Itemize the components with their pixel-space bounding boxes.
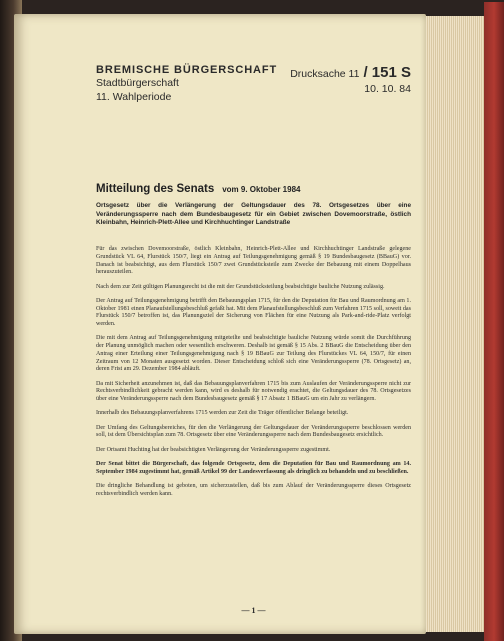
page-stack bbox=[426, 16, 486, 632]
legislative-period: 11. Wahlperiode bbox=[96, 91, 172, 103]
paragraph-5: Da mit Sicherheit anzunehmen ist, daß das Bebauungsplanverfahren 1715 bis zum Auslaufen der Veränderungssperre nicht zur Rechtsverbindlichkeit gebracht werden kann, wird es deshalb für notwendig erachtet, die Geltungsdauer des 78. Ortsgesetzes über eine Veränderungssperre nach dem Bundesbaugesetz gemäß § 17 Absatz 1 BBauG um ein Jahr zu verlängern. bbox=[96, 380, 411, 402]
drucksache-line bbox=[281, 64, 411, 82]
header-right bbox=[281, 64, 411, 95]
page-number: — 1 — bbox=[241, 606, 266, 615]
book-cover bbox=[484, 2, 504, 641]
paragraph-9-request: Der Senat bittet die Bürgerschaft, das folgende Ortsgesetz, dem die Deputation für Bau und Raumordnung am 14. September 1984 zugestimmt hat, gemäß Artikel 99 der Landesverfassung als dringlich zu behandeln und zu beschließen. bbox=[96, 460, 411, 475]
paragraph-7: Der Umfang des Geltungsbereiches, für den die Verlängerung der Geltungsdauer der Veränderungssperre beschlossen werden soll, ist dem Übersichtsplan zum 78. Ortsgesetz über eine Veränderungssperre nach dem Bundesbaugesetz ersichtlich. bbox=[96, 424, 411, 439]
subject-heading: Ortsgesetz über die Verlängerung der Geltungsdauer des 78. Ortsgesetzes über eine Veränderungssperre nach dem Bundesbaugesetz für ein Gebiet zwischen Dovemoorstraße, östlich Kleinbahn, Heinrich-Plett-Allee und Kirchhuchtinger Landstraße bbox=[96, 202, 411, 227]
organization-name: BREMISCHE BÜRGERSCHAFT bbox=[96, 64, 278, 76]
chamber-name: Stadtbürgerschaft bbox=[96, 77, 179, 89]
paragraph-10: Die dringliche Behandlung ist geboten, um sicherzustellen, daß bis zum Ablauf der Veränderungssperre dieses Ortsgesetz rechtsverbindlich werden kann. bbox=[96, 482, 411, 497]
paragraph-2: Nach dem zur Zeit gültigen Planungsrecht ist die mit der Grundstücksteilung beabsichtigte bauliche Nutzung zulässig. bbox=[96, 283, 385, 290]
paragraph-6: Innerhalb des Bebauungsplanverfahrens 1715 werden zur Zeit die Träger öffentlicher Belange beteiligt. bbox=[96, 410, 349, 417]
paragraph-1: Für das zwischen Dovemoorstraße, östlich Kleinbahn, Heinrich-Plett-Allee und Kirchhuchtinger Landstraße gelegene Grundstück VL 64, Flurstück 150/7, liegt ein Antrag auf Teilungsgenehmigung gemäß § 19 Bundesbaugesetz (BBauG) vor. Danach ist beabsichtigt, aus dem Flurstück 150/7 zwei Grundstücksteile zum Zwecke der Bebauung mit einem Doppelhaus herauszuteilen. bbox=[96, 246, 411, 276]
title-date: vom 9. Oktober 1984 bbox=[222, 185, 301, 194]
header-left bbox=[96, 64, 296, 104]
document-body bbox=[96, 246, 411, 505]
title-row bbox=[96, 179, 411, 197]
document-page bbox=[14, 14, 426, 634]
paragraph-3: Der Antrag auf Teilungsgenehmigung betrifft den Bebauungsplan 1715, für den die Deputation für Bau und Raumordnung am 1. Oktober 1981 einen Planaufstellungsbeschluß gefaßt hat. Mit dem Planaufstellungsbeschluß zum Verfahren 1715 soll, soweit das Flurstück 150/7 betroffen ist, das Planungsziel der Sicherung von Flächen für eine Nutzung als Park-and-ride-Platz verfolgt werden. bbox=[96, 297, 412, 327]
drucksache-label: Drucksache 11 bbox=[290, 68, 360, 80]
document-title: Mitteilung des Senats bbox=[96, 183, 215, 195]
drucksache-number: / 151 S bbox=[363, 64, 411, 81]
paragraph-4: Die mit dem Antrag auf Teilungsgenehmigung mitgeteilte und beabsichtigte bauliche Nutzung würde somit die Durchführung der Planung unmöglich machen oder wesentlich erschweren. Deshalb ist gemäß § 15 Abs. 2 BBauG die Entscheidung über den Antrag einer Erteilung einer Teilungsgenehmigung nach § 19 BBauG zur Teilung des Flurstückes VL 64, 150/7, für einen Zeitraum von 12 Monaten ausgesetzt worden. Dieser Entscheidung schloß sich eine Veränderungssperre (78. Ortsgesetz) an, deren Frist am 29. Dezember 1984 abläuft. bbox=[96, 335, 411, 373]
paragraph-8: Der Ortsamt Huchting hat der beabsichtigten Verlängerung der Veränderungssperre zugestimmt. bbox=[96, 446, 331, 453]
document-date: 10. 10. 84 bbox=[364, 83, 411, 95]
